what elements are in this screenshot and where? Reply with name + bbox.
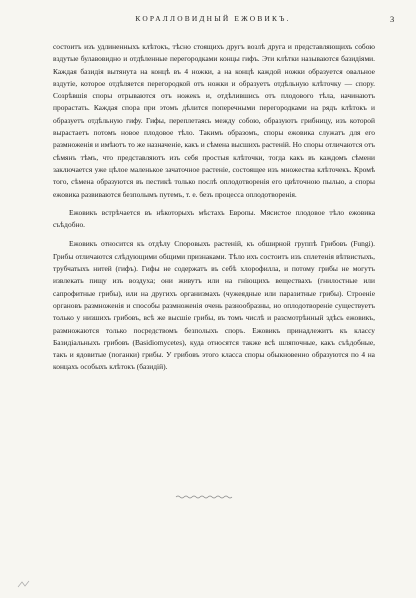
page-body	[53, 41, 375, 374]
paragraph-distribution: Ежовикъ встрѣчается въ нѣкоторыхъ мѣстахъ Европы. Мясистое плодовое тѣло ежовика съѣдобно.	[53, 207, 375, 230]
paragraph-classification: Ежовикъ относится къ отдѣлу Споровыхъ растеній, къ обширной группѣ Грибовъ (Fungi). Грибы отличаются слѣдующими общими признаками. Тѣло ихъ состоитъ изъ сплетенія вѣтвистыхъ, трубчатыхъ нитей (гифъ). Гифы не содержатъ въ себѣ хлорофилла, и потому грибы не могутъ извлекать пищу изъ воздуха; они живутъ или на гніющихъ веществахъ (гнилостные или сапрофитные грибы), или на другихъ организмахъ (чужеядные или паразитные грибы). Строеніе органовъ размноженія и способы размноженія очень разнообразны, но оплодотвореніе существуетъ только у низшихъ грибовъ, всѣ же высшіе грибы, въ томъ числѣ и разсмотрѣнный здѣсь ежовикъ, размножаются только посредствомъ безполыхъ споръ. Ежовикъ принадлежитъ къ классу Базидіальныхъ грибовъ (Basidiomycetes), куда относятся также всѣ шляпочные, какъ съѣдобные, такъ и ядовитые (поганки) грибы. У грибовъ этого класса споры обыкновенно образуются по 4 на концахъ особыхъ клѣтокъ (базидій).	[53, 239, 375, 372]
page-number: 3	[390, 14, 395, 24]
running-head: КОРАЛЛОВИДНЫЙ ЕЖОВИКЪ.	[135, 14, 291, 23]
section-end-ornament	[175, 495, 235, 499]
page-header	[0, 14, 416, 28]
paragraph-spores: состоитъ изъ удлиненныхъ клѣтокъ, тѣсно стоящихъ другъ возлѣ друга и представляющихъ собою вздутые булавовидно и отдѣленные перегородками концы гифъ. Эти клѣтки называются базидіями. Каждая базидія вытянута на концѣ въ 4 ножки, а на концѣ каждой ножки образуется овальное вздутіе, которое отдѣляется перегородкой отъ ножки и образуетъ отдѣльную клѣточку — спору. Созрѣвшія споры отрываются отъ ножекъ и, отдѣлившись отъ плодового тѣла, начинаютъ прорастать. Каждая спора при этомъ дѣлится поперечными перегородками на рядъ клѣтокъ и образуетъ отдѣльную гифу. Гифы, переплетаясь между собою, образуютъ грибницу, изъ которой вырастаетъ потомъ новое плодовое тѣло. Такимъ образомъ, споры ежовика служатъ для его размноженія и имѣютъ то же назначеніе, какъ и сѣмена высшихъ растеній. Но споры отличаются отъ сѣмянъ тѣмъ, что представляютъ изъ себя простыя клѣточки, тогда какъ въ каждомъ сѣмени заключается уже цѣлое маленькое зачаточное растеніе, состоящее изъ множества клѣточекъ. Кромѣ того, сѣмена образуются въ пестикѣ только послѣ оплодотворенія его цвѣточною пылью, а споры ежовика развиваются безполымъ путемъ, т. е. безъ процесса оплодотворенія.	[53, 42, 375, 199]
corner-mark	[16, 579, 32, 589]
